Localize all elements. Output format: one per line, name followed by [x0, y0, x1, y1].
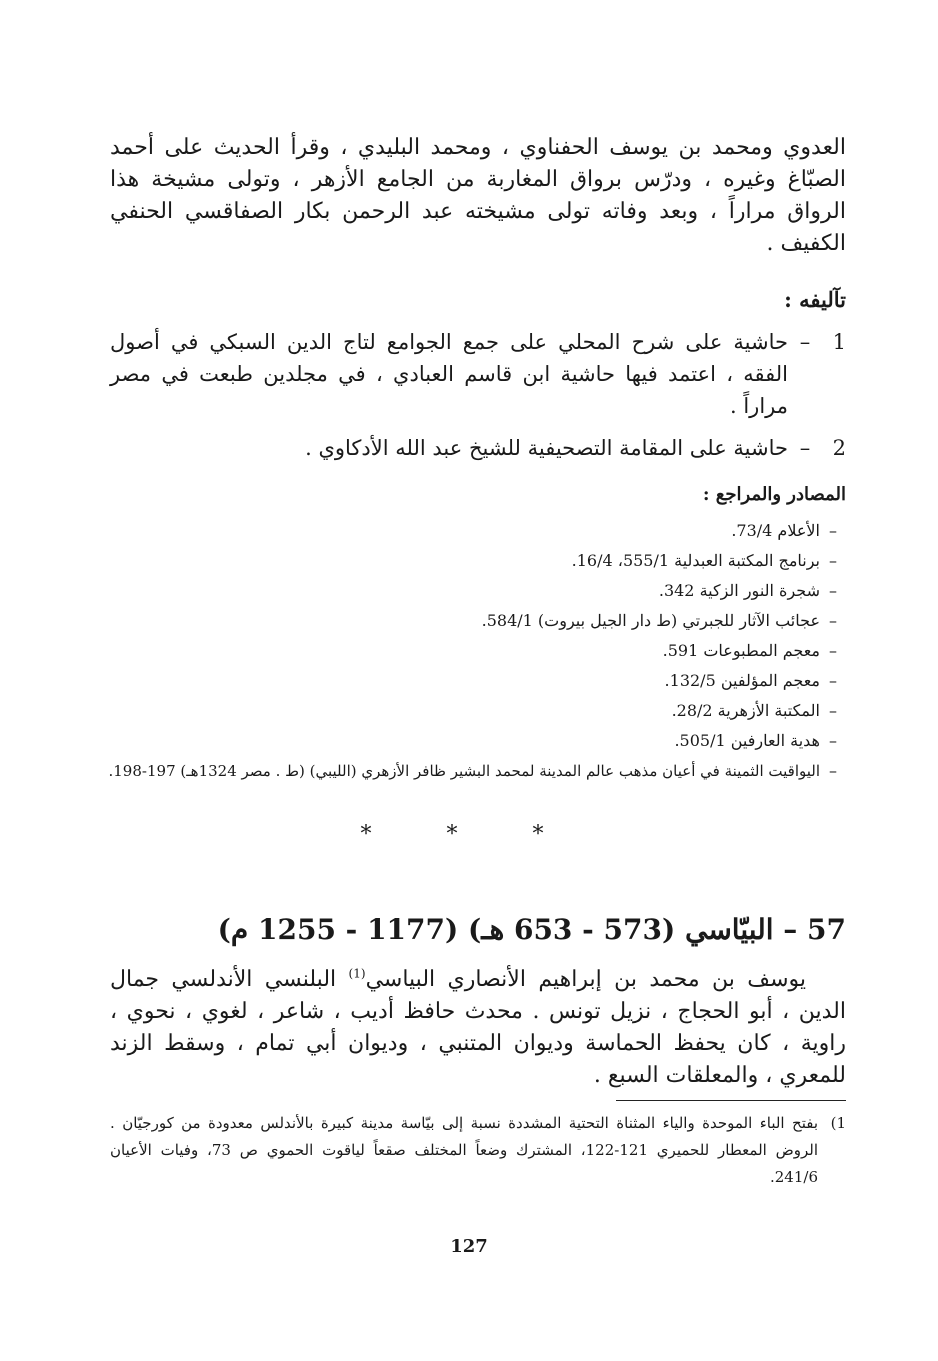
source-dash: –	[829, 551, 837, 570]
footnote	[110, 1110, 846, 1191]
works-item-text: حاشية على المقامة التصحيفية للشيخ عبد الله الأدكاوي .	[305, 436, 788, 460]
source-dash: –	[829, 521, 837, 540]
works-item-1	[110, 326, 846, 422]
biography-paragraph	[110, 964, 846, 1092]
footnote-number: 1)	[830, 1114, 846, 1132]
works-item-text: حاشية على شرح المحلي على جمع الجوامع لتاج الدين السبكي في أصول الفقه ، اعتمد فيها حاشية ابن قاسم العبادي ، في مجلدين طبعت في مصر مراراً .	[110, 330, 788, 418]
source-item	[110, 516, 846, 546]
source-text: الأعلام 73/4.	[731, 521, 820, 540]
source-text: المكتبة الأزهرية 28/2.	[671, 701, 820, 720]
source-text: هدية العارفين 505/1.	[674, 731, 820, 750]
source-item	[110, 726, 846, 756]
source-item	[110, 606, 846, 636]
source-dash: –	[829, 581, 837, 600]
works-item-number: 2	[832, 436, 846, 460]
source-text: معجم المطبوعات 591.	[662, 641, 820, 660]
source-dash: –	[829, 611, 837, 630]
source-text: معجم المؤلفين 132/5.	[664, 671, 820, 690]
page-number: 127	[450, 1236, 488, 1257]
works-item-2	[110, 432, 846, 464]
sources-list	[110, 516, 846, 786]
works-heading: تآليفه :	[784, 287, 846, 312]
source-item	[110, 756, 846, 786]
biography-title: 57 – البيّاسي (573 - 653 هـ) (1177 - 1255 م)	[217, 913, 846, 946]
footnote-divider	[616, 1100, 846, 1101]
source-item	[110, 636, 846, 666]
source-dash: –	[829, 641, 837, 660]
source-text: عجائب الآثار للجبرتي (ط دار الجيل بيروت) 584/1.	[481, 611, 820, 630]
section-separator: * * *	[360, 822, 578, 847]
footnote-reference[interactable]: (1)	[348, 966, 366, 981]
source-dash: –	[829, 701, 837, 720]
source-dash: –	[829, 731, 837, 750]
biography-text-rest: البلنسي الأندلسي جمال الدين ، أبو الحجاج ، نزيل تونس . محدث حافظ أديب ، شاعر ، لغوي ، نحوي ، راوية ، كان يحفظ الحماسة وديوان المتنبي ، وديوان أبي تمام ، وسقط الزند للمعري ، والمعلقات السبع .	[110, 967, 846, 1088]
source-text: برنامج المكتبة العبدلية 555/1، 16/4.	[571, 551, 820, 570]
source-text: شجرة النور الزكية 342.	[658, 581, 820, 600]
source-item	[110, 546, 846, 576]
intro-paragraph: العدوي ومحمد بن يوسف الحفناوي ، ومحمد البليدي ، وقرأ الحديث على أحمد الصبّاغ وغيره ، ودرّس برواق المغاربة من الجامع الأزهر ، وتولى مشيخة هذا الرواق مراراً ، وبعد وفاته تولى مشيخته عبد الرحمن بكار الصفاقسي الحنفي الكفيف .	[110, 135, 846, 256]
works-item-dash: –	[799, 436, 811, 460]
works-item-dash: –	[799, 330, 811, 354]
biography-text-start: يوسف بن محمد بن إبراهيم الأنصاري البياسي	[365, 967, 806, 992]
sources-heading: المصادر والمراجع :	[702, 484, 846, 505]
works-list	[110, 326, 846, 464]
source-item	[110, 666, 846, 696]
source-dash: –	[829, 761, 837, 780]
footnote-text: بفتح الباء الموحدة والياء المثناة التحتية المشددة نسبة إلى بيّاسة مدينة كبيرة بالأندلس معدودة من كورجيّان . الروض المعطار للحميري 121-122، المشترك وضعاً المختلف صقعاً لياقوت الحموي ص 73، وفيات الأعيان 241/6.	[110, 1114, 818, 1186]
source-dash: –	[829, 671, 837, 690]
source-item	[110, 696, 846, 726]
source-item	[110, 576, 846, 606]
source-text: اليواقيت الثمينة في أعيان مذهب عالم المدينة لمحمد البشير ظافر الأزهري (الليبي) (ط . مصر 1324هـ) 197-198.	[108, 762, 820, 780]
works-item-number: 1	[832, 330, 846, 354]
